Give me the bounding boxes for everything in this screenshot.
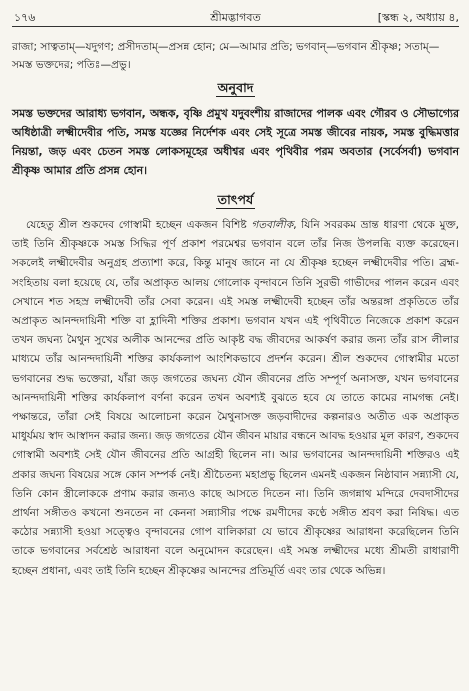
running-header [12,6,459,28]
purport-heading-text: তাৎপর্য [217,192,254,207]
purport-text-rest: , যিনি সবরকম ভ্রান্ত ধারণা থেকে মুক্ত, তাই তিনি শ্রীকৃষ্ণকে সমস্ত সিদ্ধির পূর্ণ প্রকাশ পরমেশ্বর ভগবান বলে তাঁর নিজ উপলব্ধি ব্যক্ত করেছেন। সকলেই লক্ষ্মীদেবীর অনুগ্রহ প্রত্যাশা করে, কিন্তু মানুষ জানে না যে শ্রীকৃষ্ণ হচ্ছেন লক্ষ্মীদেবীর পতি। ব্রহ্ম-সংহিতায় বলা হয়েছে যে, তাঁর অপ্রাকৃত আলয় গোলোক বৃন্দাবনে তিনি সুরভী গাভীদের পালন করেন এবং সেখানে শত সহস্র লক্ষ্মীদেবী তাঁর সেবা করেন। এই সমস্ত লক্ষ্মীদেবী হচ্ছেন তাঁর অন্তরঙ্গা প্রকৃতিতে তাঁর অপ্রাকৃত আনন্দদায়িনী শক্তি বা হ্লাদিনী শক্তির প্রকাশ। ভগবান যখন এই পৃথিবীতে নিজেকে প্রকাশ করেন তখন জঘন্য মৈথুন সুখের অলীক আনন্দের প্রতি আকৃষ্ট বদ্ধ জীবদের আকর্ষণ করার জন্য তাঁর রাস লীলার মাধ্যমে তাঁর আনন্দদায়িনী শক্তির কার্যকলাপ আংশিকভাবে প্রদর্শন করেন। শ্রীল শুকদেব গোস্বামীর মতো ভগবানের শুদ্ধ ভক্তেরা, যাঁরা জড় জগতের জঘন্য যৌন জীবনের প্রতি সম্পূর্ণ অনাসক্ত, যখন ভগবানের আনন্দদায়িনী শক্তির কার্যকলাপ বর্ণনা করেন তখন অবশ্যই বুঝতে হবে যে তাতে কামের নামগন্ধ নেই। পক্ষান্তরে, তাঁরা সেই বিষয়ে আলোচনা করেন মৈথুনাসক্ত জড়বাদীদের কল্পনারও অতীত এক অপ্রাকৃত মাধুর্যময় স্বাদ আস্বাদন করার জন্য। জড় জগতের যৌন জীবন মায়ার বন্ধনে আবদ্ধ হওয়ার মূল কারণ, শুকদেব গোস্বামী অবশ্যই সেই যৌন জীবনের প্রতি আগ্রহী ছিলেন না। আর ভগবানের আনন্দদায়িনী শক্তিরও এই প্রকার জঘন্য বিষয়ের সঙ্গে কোন সম্পর্ক নেই। শ্রীচৈতন্য মহাপ্রভু ছিলেন এমনই একজন নিষ্ঠাবান সন্ন্যাসী যে, তিনি কোন স্ত্রীলোককে প্রণাম করার জন্যও কাছে আসতে দিতেন না। তিনি জগন্নাথ মন্দিরে দেবদাসীদের প্রার্থনা সঙ্গীতও কখনো শুনতেন না কেননা সন্ন্যাসীর পক্ষে রমণীদের কণ্ঠে সঙ্গীত শ্রবণ করা নিষিদ্ধ। এত কঠোর সন্ন্যাসী হওয়া সত্ত্বেও বৃন্দাবনের গোপ বালিকারা যে ভাবে শ্রীকৃষ্ণের আরাধনা করেছিলেন তিনি তাকে ভগবানের সর্বশ্রেষ্ঠ আরাধনা বলে অনুমোদন করেছেন। এই সমস্ত লক্ষ্মীদের মধ্যে শ্রীমতী রাধারাণী হচ্ছেন প্রধানা, এবং তাই তিনি হচ্ছেন শ্রীকৃষ্ণের আনন্দের প্রতিমূর্তি এবং তার থেকে অভিন্ন। [12,219,459,577]
translation-heading [12,80,459,100]
purport-paragraph [12,216,459,581]
book-page [12,6,459,581]
word-synonyms: রাজা; সাত্বতাম্—যদুগণ; প্রসীদতাম্—প্রসন্ন হোন; মে—আমার প্রতি; ভগবান্—ভগবান শ্রীকৃষ্ণ; সতাম্—সমস্ত ভক্তদের; পতিঃ—প্রভু। [12,41,440,71]
purport-heading [12,192,459,212]
translation-text: সমস্ত ভক্তদের আরাধ্য ভগবান, অন্ধক, বৃষ্ণি প্রমুখ যদুবংশীয় রাজাদের পালক এবং গৌরব ও সৌভাগ্যের অধিষ্ঠাত্রী লক্ষ্মীদেবীর পতি, সমস্ত যজ্ঞের নির্দেশক এবং সেই সূত্রে সমস্ত জীবের নায়ক, সমস্ত বুদ্ধিমত্তার নিয়ন্তা, জড় এবং চেতন সমস্ত লোকসমূহের অধীশ্বর এবং পৃথিবীর পরম অবতার (সর্বেসর্বা) ভগবান শ্রীকৃষ্ণ আমার প্রতি প্রসন্ন হোন। [12,107,459,177]
purport-italic-term: গতবালীক [251,219,294,231]
chapter-reference: [স্কন্ধ ২, অধ্যায় ৪, [377,11,459,24]
translation-heading-text: অনুবাদ [217,80,254,95]
page-number: ১৭৬ [14,11,36,24]
purport-text-start: যেহেতু শ্রীল শুকদেব গোস্বামী হচ্ছেন একজন বিশিষ্ট [26,219,252,231]
book-title: শ্রীমদ্ভাগবত [210,11,261,24]
header-rule [12,26,459,27]
